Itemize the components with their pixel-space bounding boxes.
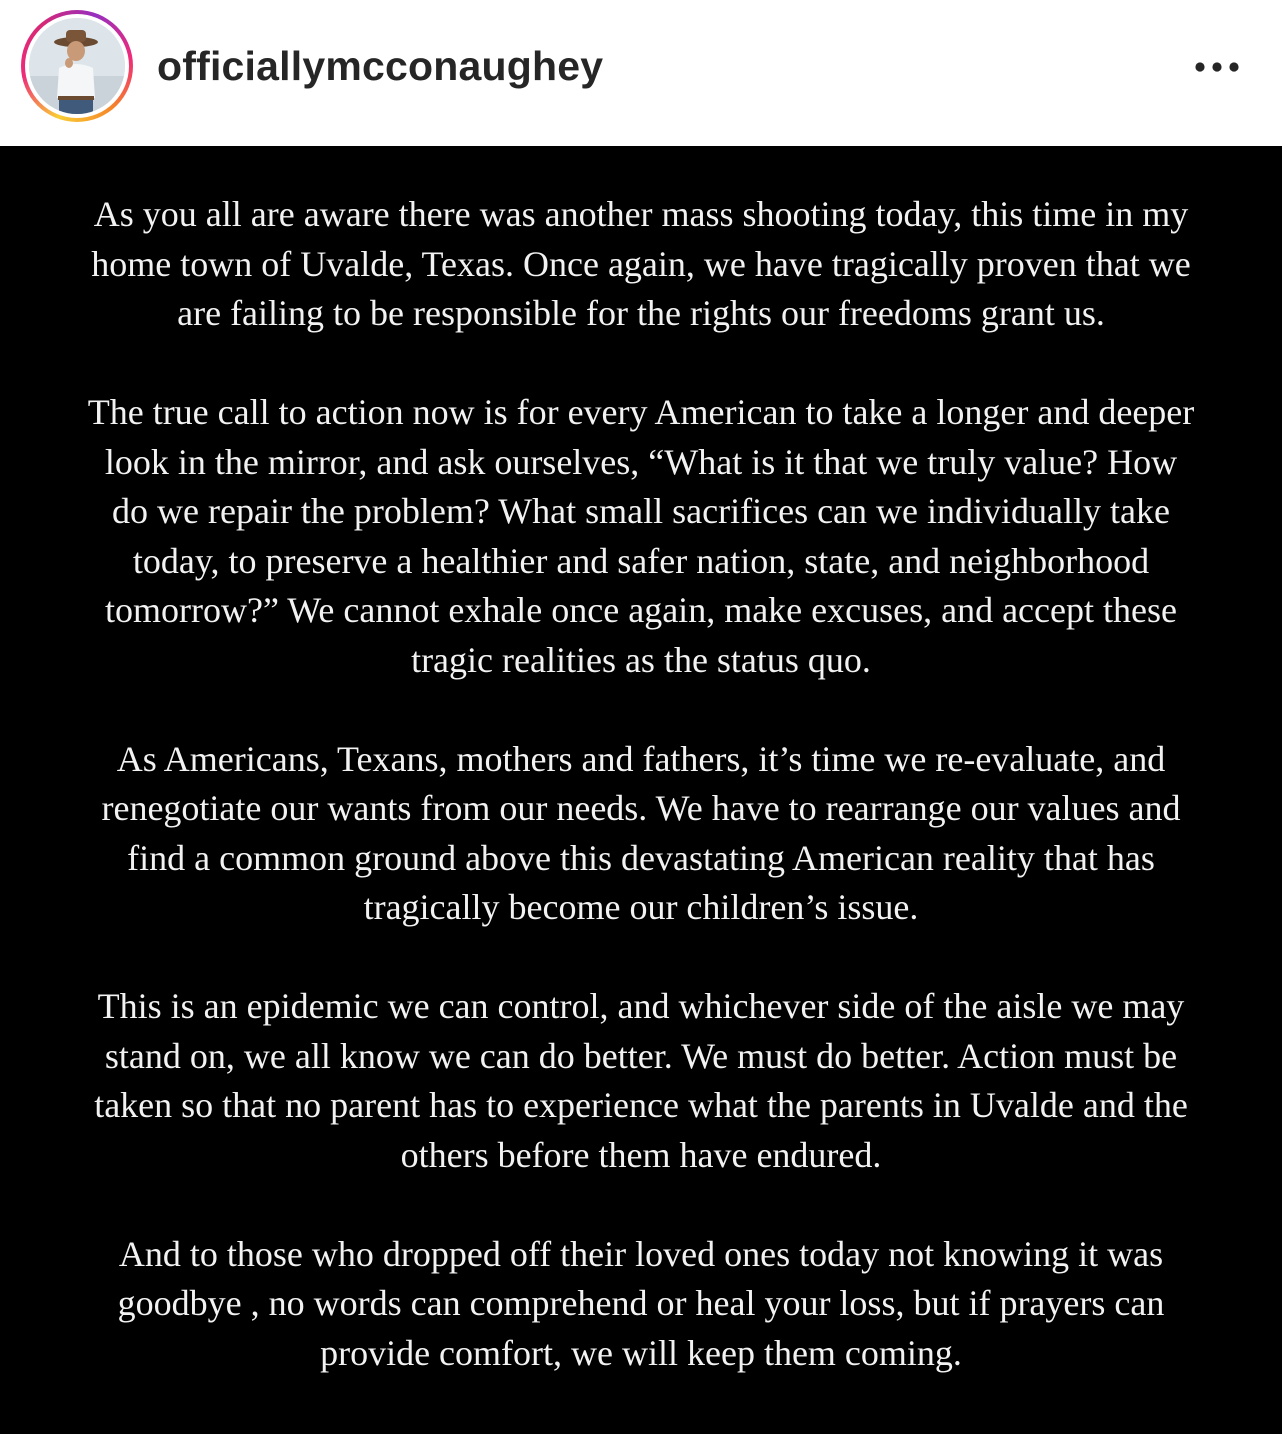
text-line: are failing to be responsible for the rights our freedoms grant us. (177, 293, 1105, 333)
more-options-button[interactable] (1190, 50, 1246, 84)
paragraph-4 (50, 982, 1232, 1180)
paragraph-1 (50, 190, 1232, 339)
post-image (0, 146, 1282, 1434)
statement-text (50, 190, 1232, 1378)
text-line: stand on, we all know we can do better. We must do better. Action must be (104, 1035, 1178, 1076)
text-line: look in the mirror, and ask ourselves, “What is it that we truly value? How (104, 441, 1178, 482)
text-line: find a common ground above this devastating American reality that has (127, 837, 1155, 878)
profile-photo-icon (29, 18, 125, 114)
avatar[interactable] (21, 10, 133, 122)
text-line: tragically become our children’s issue. (363, 887, 919, 927)
text-line: This is an epidemic we can control, and whichever side of the aisle we may (97, 986, 1185, 1026)
text-line: tomorrow?” We cannot exhale once again, make excuses, and accept these (105, 590, 1177, 630)
text-line: goodbye , no words can comprehend or heal your loss, but if prayers can (117, 1283, 1165, 1323)
text-line: others before them have endured. (400, 1134, 882, 1175)
text-line: As you all are aware there was another mass shooting today, this time in my (93, 194, 1189, 234)
text-line: home town of Uvalde, Texas. Once again, we have tragically proven that we (91, 243, 1191, 284)
text-line: As Americans, Texans, mothers and fathers, it’s time we re-evaluate, and (116, 738, 1166, 779)
text-line: provide comfort, we will keep them coming. (320, 1332, 962, 1373)
paragraph-5 (50, 1230, 1232, 1379)
text-line: taken so that no parent has to experience what the parents in Uvalde and the (94, 1085, 1188, 1125)
post-header (0, 0, 1282, 146)
paragraph-2 (50, 388, 1232, 685)
text-line: renegotiate our wants from our needs. We have to rearrange our values and (101, 788, 1181, 828)
text-line: do we repair the problem? What small sacrifices can we individually take (112, 491, 1170, 531)
text-line: The true call to action now is for every American to take a longer and deeper (87, 392, 1195, 432)
text-line: And to those who dropped off their loved ones today not knowing it was (118, 1233, 1164, 1274)
paragraph-3 (50, 735, 1232, 933)
more-options-icon (1190, 50, 1246, 84)
text-line: tragic realities as the status quo. (411, 639, 871, 680)
username[interactable]: officiallymcconaughey (157, 43, 604, 89)
text-line: today, to preserve a healthier and safer nation, state, and neighborhood (132, 540, 1150, 581)
